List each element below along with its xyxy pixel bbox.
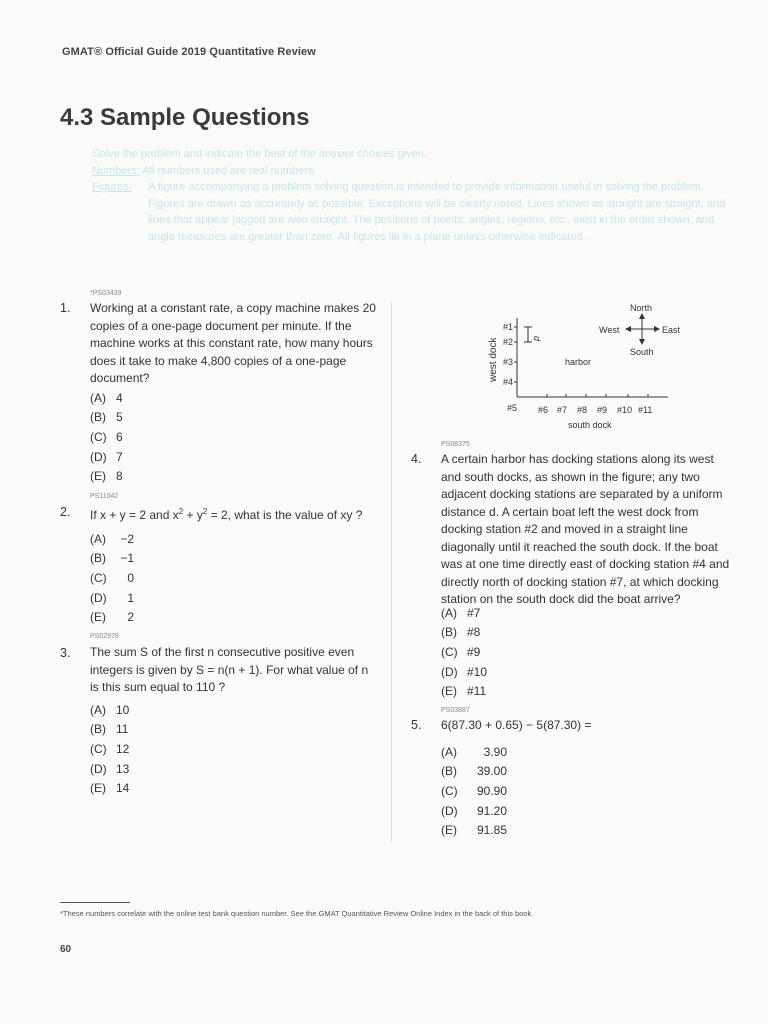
column-divider: [391, 302, 392, 842]
q4-choice: [441, 681, 487, 701]
numbers-text: All numbers used are real numbers.: [139, 164, 317, 177]
choice-label: (D): [441, 664, 458, 679]
choice-value: 0: [127, 570, 134, 585]
choice-label: (E): [90, 610, 106, 625]
q4-number: 4.: [411, 452, 422, 466]
choice-value: 4: [116, 390, 123, 405]
q4-choice: [441, 642, 487, 662]
choice-label: (C): [90, 570, 107, 585]
q1-choice: [90, 427, 123, 447]
q2-choice: [90, 568, 134, 588]
choice-value: #8: [467, 625, 481, 640]
station-label-6: #6: [538, 405, 549, 415]
station-label-2: #2: [503, 337, 514, 347]
station-label-11: #11: [638, 405, 653, 415]
choice-value: 90.90: [476, 783, 507, 798]
q2-sup2: 2: [202, 507, 208, 516]
q1-choice: [90, 447, 123, 467]
section-title: 4.3 Sample Questions: [60, 104, 310, 131]
choice-label: (E): [441, 823, 457, 838]
choice-label: (E): [90, 781, 106, 796]
q2-sup1: 2: [178, 507, 184, 516]
choice-value: 2: [127, 610, 134, 625]
station-label-5: #5: [507, 403, 518, 413]
choice-value: 12: [116, 741, 130, 756]
q5-number: 5.: [411, 718, 422, 732]
choice-label: (B): [441, 764, 457, 779]
q5-choice: [441, 762, 507, 782]
choice-value: #11: [467, 684, 487, 699]
choice-label: (C): [90, 741, 107, 756]
q2-text-b: + y: [183, 508, 203, 522]
harbor-figure: [478, 296, 714, 436]
instructions-solve: Solve the problem and indicate the best of the answer choices given.: [92, 148, 428, 160]
choice-label: (B): [90, 551, 106, 566]
q1-id: *PS03439: [90, 290, 122, 297]
q4-id: PS08375: [441, 441, 470, 448]
q4-choice: [441, 662, 487, 682]
choice-value: 7: [116, 449, 123, 464]
q2-choice: [90, 549, 134, 569]
q1-choice: [90, 408, 123, 428]
q1-choice: [90, 388, 123, 408]
q1-choices: [90, 388, 123, 486]
q5-text: 6(87.30 + 0.65) − 5(87.30) =: [441, 718, 592, 732]
choice-label: (C): [441, 783, 458, 798]
q5-choice: [441, 742, 507, 762]
instructions-figures: [92, 179, 732, 245]
q1-text: Working at a constant rate, a copy machine makes 20 copies of a one-page document per minute. If the machine works at this constant rate, how many hours does it take to make 4,800 copies of a one-page document?: [90, 301, 376, 385]
q5-choice: [441, 820, 507, 840]
q3-choice: [90, 759, 129, 779]
choice-value: #7: [467, 605, 481, 620]
q3-choice: [90, 778, 129, 798]
footnote-rule: [60, 902, 130, 903]
q2-choice: [90, 607, 134, 627]
q3-id: PS02978: [90, 633, 119, 640]
numbers-label: Numbers:: [92, 164, 140, 177]
footnote: *These numbers correlate with the online test bank question number. See the GMAT Quantitative Review Online Index in the back of this book.: [60, 909, 534, 918]
choice-label: (A): [441, 744, 457, 759]
choice-value: 3.90: [483, 744, 507, 759]
q5-id: PS03887: [441, 707, 470, 714]
q2-choice: [90, 529, 134, 549]
choice-value: 5: [116, 410, 123, 425]
choice-value: 6: [116, 429, 123, 444]
station-label-10: #10: [617, 405, 633, 415]
choice-value: 1: [127, 590, 134, 605]
choice-label: (A): [90, 702, 106, 717]
q3-number: 3.: [60, 646, 71, 660]
station-label-8: #8: [577, 405, 588, 415]
q2-id: PS11042: [90, 493, 119, 500]
q2-text: [90, 503, 380, 525]
choice-label: (B): [441, 625, 457, 640]
compass-south: South: [630, 347, 654, 357]
choice-value: 13: [116, 761, 130, 776]
choice-value: 8: [116, 469, 123, 484]
page-number: 60: [60, 944, 72, 955]
compass-north: North: [630, 303, 653, 313]
q2-number: 2.: [60, 505, 71, 519]
q3-choice: [90, 720, 129, 740]
choice-label: (A): [441, 605, 457, 620]
d-label: d: [532, 336, 542, 342]
harbor-label: harbor: [565, 357, 592, 367]
station-label-4: #4: [503, 377, 514, 387]
choice-label: (A): [90, 390, 106, 405]
choice-value: 14: [116, 781, 130, 796]
choice-label: (D): [90, 449, 107, 464]
q4-text: A certain harbor has docking stations along its west and south docks, as shown in the figure; any two adjacent docking stations are separated by a uniform distance d. A certain boat left the west dock from docking station #2 and moved in a straight line diagonally until it reached the south dock. If the boat was at one time directly east of docking station #4 and directly north of docking station #7, at which docking station on the south dock did the boat arrive?: [441, 452, 730, 606]
station-label-9: #9: [597, 405, 608, 415]
choice-value: −2: [120, 531, 134, 546]
q4-choice: [441, 603, 487, 623]
instructions-numbers: [92, 163, 732, 180]
choice-value: 39.00: [476, 764, 507, 779]
choice-value: 91.85: [476, 823, 507, 838]
q1-number: 1.: [60, 301, 71, 315]
choice-label: (D): [90, 590, 107, 605]
q3-choice: [90, 739, 129, 759]
choice-value: #10: [467, 664, 488, 679]
compass-west: West: [599, 325, 620, 335]
choice-label: (C): [441, 644, 458, 659]
choice-label: (B): [90, 722, 106, 737]
q2-text-a: If x + y = 2 and x: [90, 508, 179, 522]
q5-choice: [441, 801, 507, 821]
station-label-1: #1: [503, 322, 514, 332]
south-dock-label: south dock: [568, 420, 612, 430]
q1-choice: [90, 466, 123, 486]
q2-choice: [90, 588, 134, 608]
figures-label: Figures:: [92, 181, 132, 193]
choice-value: 10: [116, 702, 130, 717]
choice-value: 91.20: [476, 803, 507, 818]
book-header: GMAT® Official Guide 2019 Quantitative Review: [62, 46, 316, 58]
figures-text: A figure accompanying a problem solving question is intended to provide information useful in solving the problem. Figures are drawn as accurately as possible. Exceptions will be clearly noted. Lines shown as straight are straight, and lines that appear jagged are also straight. The positions of points, angles, regions, etc., exist in the order shown, and angle measures are greater than zero. All figures lie in a plane unless otherwise indicated.: [148, 181, 726, 243]
choice-label: (C): [90, 429, 107, 444]
q2-text-c: = 2, what is the value of xy ?: [207, 508, 363, 522]
q5-choice: [441, 781, 507, 801]
choice-value: 11: [116, 722, 129, 737]
station-label-3: #3: [503, 357, 514, 367]
choice-label: (E): [441, 684, 457, 699]
q3-choices: [90, 700, 129, 798]
choice-label: (D): [90, 761, 107, 776]
station-label-7: #7: [557, 405, 568, 415]
instructions-block: [92, 146, 732, 245]
choice-label: (A): [90, 531, 106, 546]
choice-value: #9: [467, 644, 481, 659]
choice-label: (D): [441, 803, 458, 818]
q2-choices: [90, 529, 134, 627]
q5-choices: [441, 742, 507, 840]
q3-text: The sum S of the first n consecutive positive even integers is given by S = n(n + 1). For what value of n is this sum equal to 110 ?: [90, 645, 369, 694]
west-dock-label: west dock: [488, 337, 499, 382]
choice-label: (B): [90, 410, 106, 425]
choice-label: (E): [90, 469, 106, 484]
compass-east: East: [662, 325, 681, 335]
q4-choices: [441, 603, 487, 701]
compass-rose-icon: [625, 313, 660, 345]
q4-choice: [441, 623, 487, 643]
choice-value: −1: [120, 551, 134, 566]
q3-choice: [90, 700, 129, 720]
